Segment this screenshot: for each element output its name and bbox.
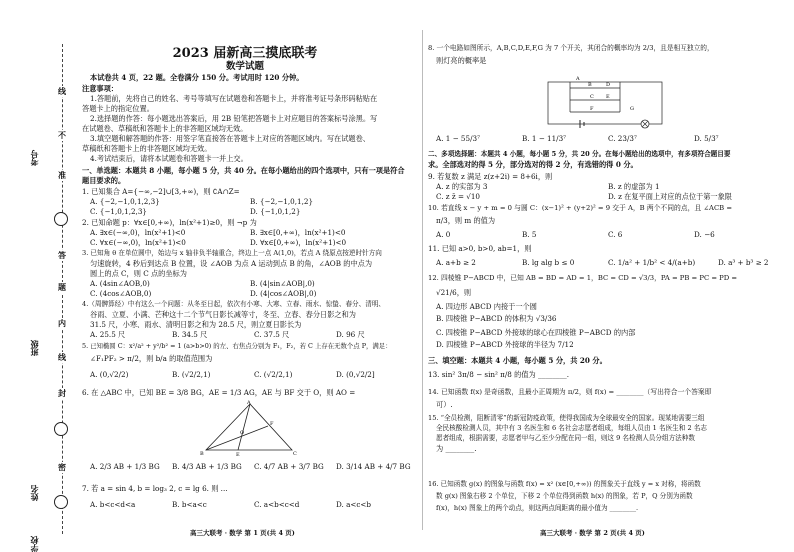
option: D. 96 尺: [336, 330, 365, 339]
question-14: 14. 已知函数 f(x) 是奇函数，且最小正周期为 π/2，则 f(x) = ________（写出符合一个答案即: [428, 388, 712, 396]
option: C. {−1,0,1,2,3}: [90, 207, 147, 216]
exam-intro: 本试卷共 4 页，22 题。全卷满分 150 分。考试用时 120 分钟。: [90, 73, 304, 82]
option: D. z 在复平面上对应的点位于第一象限: [608, 192, 732, 201]
question-6: 6. 在 △ABC 中，已知 BE = 3/8 BG，AE = 1/3 AG，AE 与 BF 交于 O，则 AO =: [82, 388, 356, 397]
question-5: 5. 已知椭圆 C：x²/a² + y²/b² = 1 (a>b>0) 的左、右焦点分别为 F₁，F₂，若 C 上存在无数个点 P，满足：: [82, 342, 392, 350]
option: B. z 的虚部为 1: [608, 182, 660, 191]
question-1: 1. 已知集合 A={−∞,−2]∪[3,+∞)，则 ∁A∩Z=: [82, 187, 240, 196]
question-15-cont: 愿者组成，根据需要，志愿者甲与乙至少分配在同一组，则这 9 名检测人员分组方法种数: [436, 434, 695, 442]
option: A. {−2,−1,0,1,2,3}: [90, 197, 160, 206]
option: A. 2/3 AB + 1/3 BG: [90, 462, 160, 471]
option: D. (4|cos∠AOB|,0): [250, 289, 317, 298]
notes-title: 注意事项：: [82, 84, 118, 93]
option: A. b<c<d<a: [90, 500, 136, 509]
question-16-cont: f(x)，h(x) 图象上的两个动点，则这两点间距离的最小值为 ________.: [436, 504, 639, 512]
svg-text:E: E: [236, 452, 240, 456]
option: D. 3/14 AB + 4/7 BG: [336, 462, 411, 471]
question-4-cont: 31.5 尺，小寒、雨水、清明日影之和为 28.5 尺，则立夏日影长为: [90, 320, 302, 329]
option: B. 34.5 尺: [172, 330, 208, 339]
note-line: 2.选择题的作答：每小题选出答案后，用 2B 铅笔把答题卡上对应题目的答案标号涂黑。写: [90, 114, 378, 123]
option: B. ∃x∈[0,+∞)，ln(x²+1)<0: [250, 228, 346, 237]
option: D. 四棱锥 P−ABCD 外接球的半径为 7/12: [436, 340, 574, 349]
switch-label: C: [590, 94, 594, 100]
question-11: 11. 已知 a>0, b>0, ab=1，则: [428, 244, 532, 253]
question-13: 13. sin² 3π/8 − sin² π/8 的值为 ________.: [428, 370, 570, 379]
question-5-cont: ∠F₁PF₂ > π/2，则 b/a 的取值范围为: [90, 354, 213, 363]
option: B. 四棱锥 P−ABCD 的体积为 √3/36: [436, 314, 557, 323]
note-line: 4.考试结束后，请将本试题卷和答题卡一并上交。: [90, 154, 248, 163]
option: B. (√2/2,1): [172, 370, 211, 379]
binding-circle: [54, 422, 68, 436]
option: B. lg alg b ≤ 0: [522, 258, 575, 267]
section-heading: 三、填空题：本题共 4 小题，每小题 5 分，共 20 分。: [428, 356, 607, 365]
svg-text:F: F: [270, 421, 274, 427]
note-line: 在试题卷、草稿纸和答题卡上的非答题区域均无效。: [82, 124, 248, 133]
binding-word: 密: [55, 462, 69, 473]
switch-label: E: [606, 94, 610, 100]
option: D. −6: [694, 230, 715, 239]
option: D. a³ + b³ ≥ 2: [718, 258, 769, 267]
name-label: 姓名: [29, 485, 39, 501]
note-line: 1.答题前，先将自己的姓名、考号等填写在试题卷和答题卡上，并将准考证号条形码粘贴在: [90, 94, 378, 103]
option: A. 0: [436, 230, 451, 239]
option: A. (0,√2/2): [90, 370, 129, 379]
binding-word: 不: [55, 130, 69, 141]
section-heading: 求。全部选对的得 5 分，部分选对的得 2 分，有选错的得 0 分。: [428, 160, 638, 169]
question-3-cont: 圆上的点 C，则 C 点的坐标为: [90, 269, 187, 278]
option: C. 1/a² + 1/b² < 4/(a+b): [608, 258, 696, 267]
binding-word: 封: [55, 388, 69, 399]
question-10: 10. 若直线 x − y + m = 0 与圆 C：(x−1)² + (y+2)² = 9 交于 A，B 两个不同的点，且 ∠ACB =: [428, 204, 733, 212]
page-footer-right: 高三大联考 · 数学 第 2 页(共 4 页): [540, 529, 645, 537]
question-3-cont: 匀速旋转，4 秒后到达点 B 位置，设 ∠AOB 为点 A 运动到点 B 的角，∠AOB 的中点为: [90, 259, 373, 268]
binding-word: 题: [55, 282, 69, 293]
svg-text:C: C: [293, 451, 297, 456]
question-8-cont: 则灯亮的概率是: [436, 56, 487, 65]
question-12: 12. 四棱锥 P−ABCD 中，已知 AB = BD = AD = 1，BC = CD = √3/3，PA = PB = PC = PD =: [428, 274, 738, 282]
option: D. ∀x∈[0,+∞)，ln(x²+1)<0: [250, 238, 347, 247]
option: B. b<a<c: [172, 500, 207, 509]
option: A. z 的实部为 3: [436, 182, 488, 191]
exam-subject: 数学试题: [225, 61, 264, 72]
option: D. {−1,0,1,2}: [250, 207, 301, 216]
binding-circle: [54, 212, 68, 226]
question-15-cont: 为 ________.: [436, 444, 477, 453]
option: A. 四边形 ABCD 内接于一个圆: [436, 302, 537, 311]
option: B. {−2,−1,0,1,2}: [250, 197, 314, 206]
question-9: 9. 若复数 z 满足 z(z+2i) = 8+6i，则: [428, 172, 553, 181]
question-4-cont: 谷雨、立夏、小满、芒种这十二个节气日影长减等寸，冬至、立春、春分日影之和为: [90, 310, 356, 319]
question-8: 8. 一个电路如图所示，A,B,C,D,E,F,G 为 7 个开关，其闭合的概率均为 2/3，且是相互独立的，: [428, 44, 714, 52]
section-heading: 二、多项选择题：本题共 4 小题，每小题 5 分，共 20 分。在每小题给出的选项中，有多项符合题目要: [428, 150, 731, 158]
question-15: 15. “全员检测，阻断清零”的新冠防疫政策，使得我国成为全球最安全的国家。现某地需要三组: [428, 414, 705, 422]
option: A. ∃x∈(−∞,0)，ln(x²+1)<0: [90, 228, 186, 237]
note-line: 3.填空题和解答题的作答：用签字笔直接答在答题卡上对应的答题区域内。写在试题卷、: [90, 134, 370, 143]
svg-text:B: B: [200, 451, 204, 456]
option: B. 5: [522, 230, 537, 239]
switch-label: F: [590, 106, 594, 112]
option: A. a+b ≥ 2: [436, 258, 476, 267]
binding-word: 答: [55, 250, 69, 261]
circuit-diagram: [540, 68, 670, 130]
note-line: 答题卡上的指定位置。: [82, 104, 154, 113]
question-16-cont: 数 g(x) 图象右移 2 个单位，下移 2 个单位得到函数 h(x) 的图象，若 P，Q 分别为函数: [436, 492, 693, 500]
exam-number-label: 考号: [29, 150, 39, 166]
option: B. (4|sin∠AOB|,0): [250, 279, 315, 288]
section-heading: 一、单选题：本题共 8 小题，每小题 5 分，共 40 分。在每小题给出的四个选项中，只有一项是符合: [82, 166, 405, 175]
option: B. 1 − 11/3⁷: [522, 134, 567, 143]
section-heading: 题目要求的。: [82, 176, 126, 185]
question-14-cont: 可）.: [436, 400, 453, 409]
option: C. 6: [608, 230, 623, 239]
option: A. (4sin∠AOB,0): [90, 279, 150, 288]
triangle-figure: [200, 400, 300, 456]
question-10-cont: π/3，则 m 的值为: [436, 216, 496, 225]
note-line: 草稿纸和答题卡上的非答题区域均无效。: [82, 144, 212, 153]
option: A. 25.5 尺: [90, 330, 126, 339]
option: C. z z̄ = √10: [436, 192, 480, 201]
binding-word: 内: [55, 318, 69, 329]
switch-label: G: [630, 106, 634, 112]
exam-title: 2023 届新高三摸底联考: [172, 46, 318, 61]
question-3: 3. 已知角 θ 在单位圆中，始边与 x 轴非负半轴重合，终边上一点 A(1,0)，若点 A 绕原点按逆时针方向: [82, 249, 382, 257]
class-label: 班级: [29, 340, 39, 356]
svg-text:A: A: [247, 400, 251, 406]
svg-text:O: O: [240, 430, 245, 436]
option: B. 4/3 AB + 1/3 BG: [172, 462, 242, 471]
column-divider: [422, 30, 423, 530]
switch-label: D: [606, 82, 611, 88]
switch-label: A: [576, 76, 580, 82]
question-4: 4.（周髀算经）中有这么一个问题：从冬至日起，依次有小寒、大寒、立春、雨水、惊蛰、春分、清明、: [82, 300, 386, 308]
option: D. a<c<b: [336, 500, 372, 509]
binding-word: 线: [55, 352, 69, 363]
option: C. 4/7 AB + 3/7 BG: [254, 462, 324, 471]
option: C. (4cos∠AOB,0): [90, 289, 152, 298]
school-label: 学校: [29, 536, 39, 552]
option: A. 1 − 55/3⁷: [436, 134, 480, 143]
option: C. (√2/2,1): [254, 370, 293, 379]
question-15-cont: 全民核酸检测人员，其中有 3 名医生和 6 名社会志愿者组成，每组人员由 1 名医生和 2 名志: [436, 424, 707, 432]
option: C. 23/3⁷: [608, 134, 637, 143]
question-2: 2. 已知命题 p：∀x∈[0,+∞)，ln(x²+1)≥0，则 ¬p 为: [82, 218, 257, 227]
option: C. a<b<c<d: [254, 500, 300, 509]
binding-word: 准: [55, 170, 69, 181]
question-12-cont: √21/6，则: [436, 288, 472, 297]
switch-label: B: [588, 82, 592, 88]
option: C. ∀x∈(−∞,0)，ln(x²+1)<0: [90, 238, 186, 247]
binding-word: 线: [55, 86, 69, 97]
option: D. (0,√2/2]: [336, 370, 375, 379]
question-16: 16. 已知函数 g(x) 的图象与函数 f(x) = x² (x∈[0,+∞)) 的图象关于直线 y = x 对称，将函数: [428, 480, 701, 488]
question-7: 7. 若 a = sin 4, b = log₃ 2, c = lg 6. 则 ...: [82, 484, 228, 493]
page-footer-left: 高三大联考 · 数学 第 1 页(共 4 页): [190, 529, 295, 537]
binding-circle: [54, 495, 68, 509]
option: C. 四棱锥 P−ABCD 外接球的球心在四棱锥 P−ABCD 的内部: [436, 328, 636, 337]
option: C. 37.5 尺: [254, 330, 290, 339]
option: D. 5/3⁷: [694, 134, 719, 143]
